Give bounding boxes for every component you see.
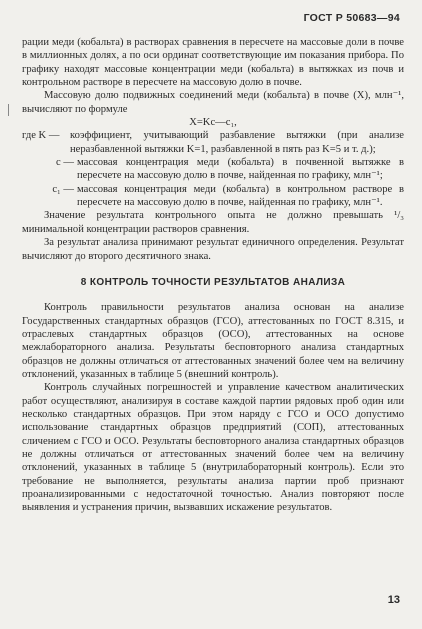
definition-text: коэффициент, учитывающий разбавление вытяжки (при анализе неразбавленной вытяжки K=1, разбавленной в пять раз K=5 и т. д.); <box>70 130 404 155</box>
margin-mark <box>8 104 9 116</box>
paragraph: За результат анализа принимают результат единичного определения. Результат вычисляют до второго десятичного знака. <box>22 237 404 262</box>
definition-item <box>22 183 404 210</box>
paragraph-text: Контроль случайных погрешностей и управление качеством аналитических работ осуществляют, анализируя в составе каждой партии рядовых проб один или несколько стандартных образцов. При этом наряду с ГСО и ОСО допустимо использование стандартных образцов предприятий (СОП), аттестованных сличением с ГСО и ОСО. Результаты бесповторного анализа стандартных образцов не должны отличаться от аттестованных значений более чем на величину отклонений, указанных в таблице 5 (внутрилабораторный контроль). Если это требование не выполняется, результаты анализа партии проб признают проанализированными с недостаточной точностью. Анализ повторяют после выявления и устранения причин, <box>22 382 404 514</box>
paragraph: Массовую долю подвижных соединений меди (кобальта) в почве (X), млн⁻¹, вычисляют по формуле <box>22 90 404 115</box>
paragraph: Значение результата контрольного опыта не должно превышать ¹/₃ минимальной концентрации растворов сравнения. <box>22 210 404 235</box>
paragraph <box>22 381 404 514</box>
section-heading: 8 КОНТРОЛЬ ТОЧНОСТИ РЕЗУЛЬТАТОВ АНАЛИЗА <box>80 276 346 288</box>
definition-term: где K — <box>22 130 60 142</box>
body-text <box>22 36 404 515</box>
paragraph: рации меди (кобальта) в растворах сравнения в пересчете на массовые доли в почве в миллионных долях, а по оси ординат соответствующие им показания прибора. По графику находят массовые концентрации меди (кобальта) в вытяжках из почв и контрольном растворе в пересчете на массовую долю в почве. <box>22 37 404 89</box>
definition-item <box>22 156 404 183</box>
definition-term: c — <box>56 157 74 169</box>
paragraph-end: вызвавших искажение результатов. <box>173 502 333 514</box>
definition-item <box>22 129 404 156</box>
paragraph: Контроль правильности результатов анализа основан на анализе Государственных стандартных образцов (ГСО), аттестованных по ГОСТ 8.315, и отраслевых стандартных образцов (ОСО), аттестованных на основе межлабораторного анализа. Результаты бесповторного анализа стандартных образцов не должны отличаться от аттестованных значений более чем на величину отклонений, указанных в таблице 5 (внешний контроль). <box>22 302 404 380</box>
definition-text: массовая концентрация меди (кобальта) в контрольном растворе в пересчете на массовую долю в почве, найденная по графику, млн⁻¹. <box>77 183 404 209</box>
definition-text: массовая концентрация меди (кобальта) в почвенной вытяжке в пересчете на массовую долю в почве, найденная по графику, млн⁻¹; <box>77 157 404 182</box>
page-number: 13 <box>387 594 400 606</box>
definition-term: c₁ — <box>52 183 74 195</box>
document-header: ГОСТ Р 50683—94 <box>303 12 400 24</box>
formula: X=Kc—c₁, <box>189 117 237 129</box>
